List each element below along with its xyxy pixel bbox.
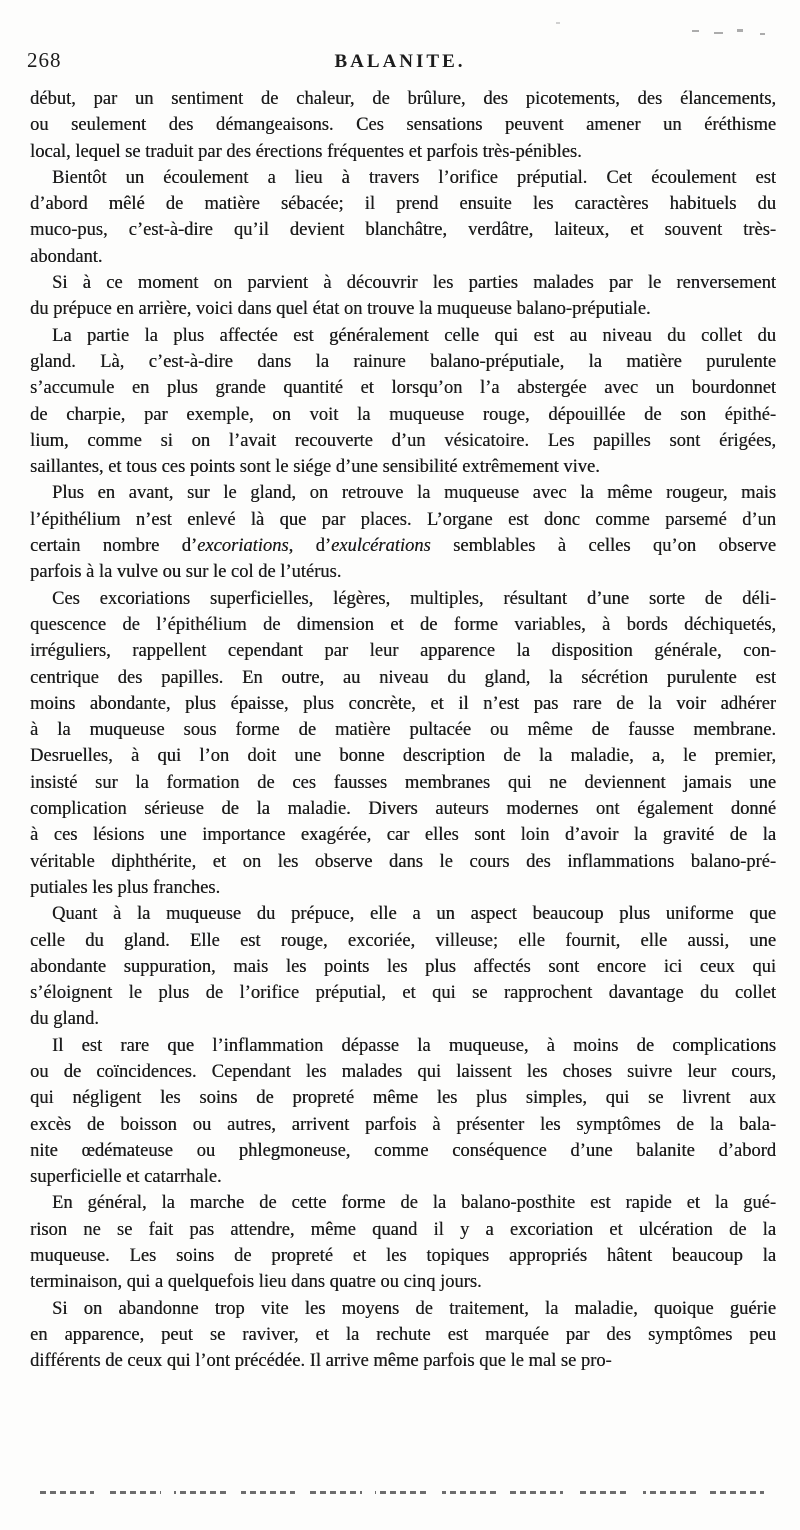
text-line: moins abondante, plus épaisse, plus concrète, et il n’est pas rare de la voir adhérer <box>30 693 776 714</box>
text-line: complication sérieuse de la maladie. Divers auteurs modernes ont également donné <box>30 799 776 820</box>
text-line: Desruelles, à qui l’on doit une bonne description de la maladie, a, le premier, <box>30 746 776 767</box>
text-line: de charpie, par exemple, on voit la muqueuse rouge, dépouillée de son épithé- <box>30 404 776 425</box>
text-line: Quant à la muqueuse du prépuce, elle a un aspect beaucoup plus uniforme que <box>52 904 776 925</box>
text-line: ou seulement des démangeaisons. Ces sensations peuvent amener un éréthisme <box>30 115 776 136</box>
text-line: véritable diphthérite, et on les observe dans le cours des inflammations balano-pré- <box>30 851 776 872</box>
text-line: gland. Là, c’est-à-dire dans la rainure balano-préputiale, la matière purulente <box>30 351 776 372</box>
page-body <box>30 86 776 1375</box>
paragraph <box>30 901 776 1032</box>
text-line: local, lequel se traduit par des érections fréquentes et parfois très-pénibles. <box>30 141 582 162</box>
text-line: Si on abandonne trop vite les moyens de traitement, la maladie, quoique guérie <box>52 1298 776 1319</box>
paragraph <box>30 1296 776 1375</box>
text-line: qui négligent les soins de propreté même les plus simples, qui se livrent aux <box>30 1088 776 1109</box>
text-line: du prépuce en arrière, voici dans quel état on trouve la muqueuse balano-préputiale. <box>30 299 651 320</box>
text-line: l’épithélium n’est enlevé là que par places. L’organe est donc comme parsemé d’un <box>30 509 776 530</box>
paragraph <box>30 86 776 165</box>
text-line: Bientôt un écoulement a lieu à travers l’orifice préputial. Cet écoulement est <box>52 167 776 188</box>
text-line: quescence de l’épithélium de dimension et de forme variables, à bords déchiquetés, <box>30 614 776 635</box>
text-line: muqueuse. Les soins de propreté et les topiques appropriés hâtent beaucoup la <box>30 1246 776 1267</box>
paragraph <box>30 586 776 902</box>
paragraph <box>30 480 776 585</box>
text-line: irréguliers, rappellent cependant par leur apparence la disposition générale, con- <box>30 641 776 662</box>
text-line: ou de coïncidences. Cependant les malades qui laissent les choses suivre leur cours, <box>30 1061 776 1082</box>
page-header-title: BALANITE. <box>334 51 466 72</box>
text-line: certain nombre d’excoriations, d’exulcérations semblables à celles qu’on observe <box>30 536 776 557</box>
text-line: nite œdémateuse ou phlegmoneuse, comme conséquence d’une balanite d’abord <box>30 1140 776 1161</box>
paragraph <box>30 1033 776 1191</box>
text-line: muco-pus, c’est-à-dire qu’il devient blanchâtre, verdâtre, laiteux, et souvent très- <box>30 220 776 241</box>
text-line: superficielle et catarrhale. <box>30 1167 222 1188</box>
text-line: Il est rare que l’inflammation dépasse la muqueuse, à moins de complications <box>52 1035 776 1056</box>
text-line: à ces lésions une importance exagérée, car elles sont loin d’avoir la gravité de la <box>30 825 776 846</box>
text-line: s’éloignent le plus de l’orifice préputial, et qui se rapprochent davantage du collet <box>30 983 776 1004</box>
text-line: Ces excoriations superficielles, légères, multiples, résultant d’une sorte de déli- <box>52 588 776 609</box>
text-line: à la muqueuse sous forme de matière pultacée ou même de fausse membrane. <box>30 720 776 741</box>
text-line: insisté sur la formation de ces fausses membranes qui ne deviennent jamais une <box>30 772 776 793</box>
page-number: 268 <box>27 48 62 72</box>
paragraph <box>30 270 776 323</box>
text-line: d’abord mêlé de matière sébacée; il prend ensuite les caractères habituels du <box>30 194 776 215</box>
text-line: parfois à la vulve ou sur le col de l’utérus. <box>30 562 342 583</box>
paragraph <box>30 1190 776 1295</box>
text-line: celle du gland. Elle est rouge, excoriée, villeuse; elle fournit, elle aussi, une <box>30 930 776 951</box>
text-line: centrique des papilles. En outre, au niveau du gland, la sécrétion purulente est <box>30 667 776 688</box>
text-line: saillantes, et tous ces points sont le siége d’une sensibilité extrêmement vive. <box>30 457 600 478</box>
text-line: abondant. <box>30 246 103 267</box>
text-line: terminaison, qui a quelquefois lieu dans quatre ou cinq jours. <box>30 1272 482 1293</box>
text-line: abondante suppuration, mais les points les plus affectés sont encore ici ceux qui <box>30 956 776 977</box>
text-line: début, par un sentiment de chaleur, de brûlure, des picotements, des élancements, <box>30 89 776 109</box>
text-line: différents de ceux qui l’ont précédée. Il arrive même parfois que le mal se pro- <box>30 1351 612 1372</box>
paragraph <box>30 165 776 270</box>
text-line: La partie la plus affectée est généralement celle qui est au niveau du collet du <box>52 325 776 346</box>
text-line: lium, comme si on l’avait recouverte d’un vésicatoire. Les papilles sont érigées, <box>30 430 776 451</box>
text-line: putiales les plus franches. <box>30 877 221 898</box>
paragraph <box>30 323 776 481</box>
text-line: excès de boisson ou autres, arrivent parfois à présenter les symptômes de la bala- <box>30 1114 776 1135</box>
scan-artifact-dashed-line <box>40 1491 772 1494</box>
text-line: rison ne se fait pas attendre, même quand il y a excoriation et ulcération de la <box>30 1219 776 1240</box>
text-line: s’accumule en plus grande quantité et lorsqu’on l’a abstergée avec un bourdonnet <box>30 378 776 399</box>
text-line: Si à ce moment on parvient à découvrir les parties malades par le renversement <box>52 273 776 294</box>
text-line: du gland. <box>30 1009 99 1030</box>
text-line: en apparence, peut se raviver, et la rechute est marquée par des symptômes peu <box>30 1324 776 1345</box>
text-line: Plus en avant, sur le gland, on retrouve la muqueuse avec la même rougeur, mais <box>52 483 776 504</box>
text-line: En général, la marche de cette forme de la balano-posthite est rapide et la gué- <box>52 1193 776 1214</box>
